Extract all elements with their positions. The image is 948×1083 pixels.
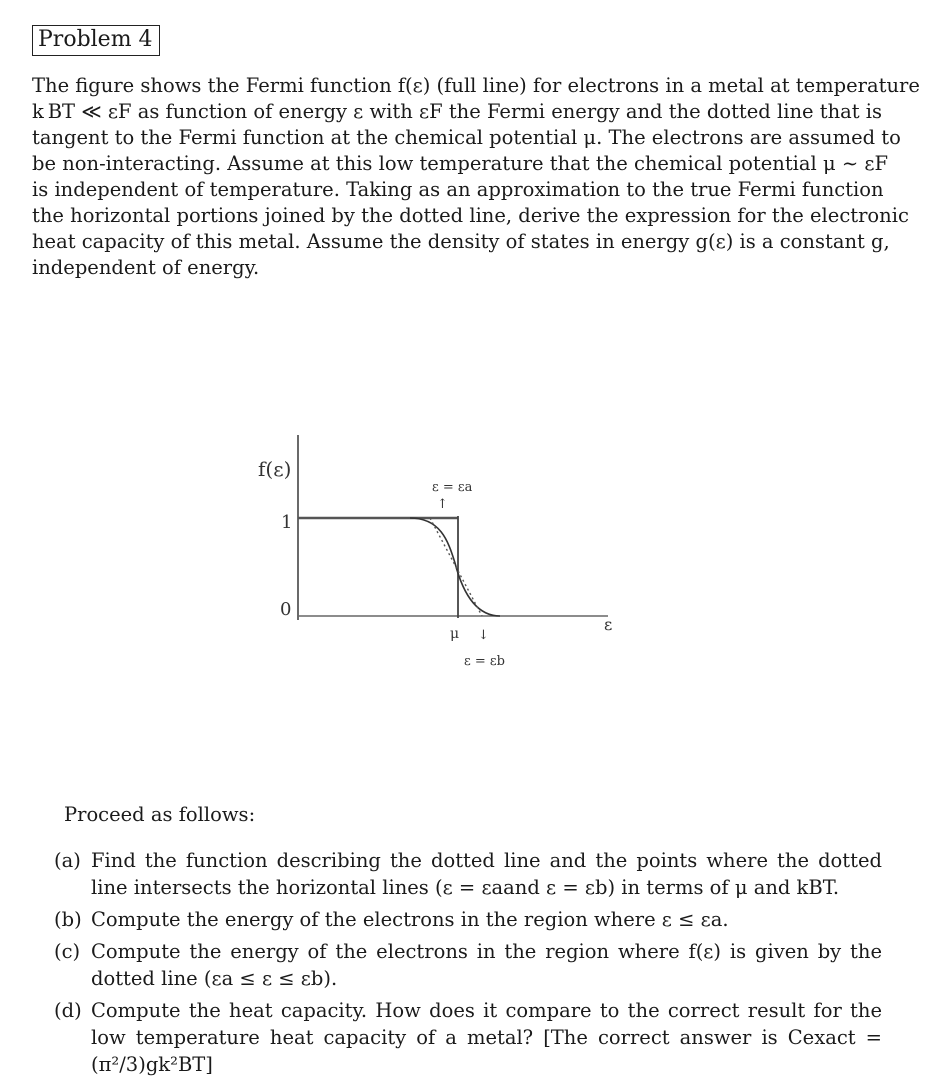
statement-line: independent of energy. bbox=[32, 256, 260, 279]
x-axis-label: ε bbox=[604, 615, 613, 634]
statement-line: is independent of temperature. Taking as an approximation to the true Fermi function bbox=[32, 178, 884, 201]
part-b bbox=[54, 906, 882, 933]
statement-line: be non-interacting. Assume at this low temperature that the chemical potential μ ∼ εF bbox=[32, 152, 889, 175]
problem-statement bbox=[32, 73, 920, 281]
parts-list bbox=[54, 847, 882, 1083]
part-label: (c) bbox=[54, 940, 81, 963]
statement-line: The figure shows the Fermi function f(ε) (full line) for electrons in a metal at temperature bbox=[32, 74, 920, 97]
statement-line: k BT ≪ εF as function of energy ε with εF the Fermi energy and the dotted line that is bbox=[32, 100, 883, 123]
problem-title: Problem 4 bbox=[32, 25, 160, 56]
energy-b-label: ε = εb bbox=[464, 654, 505, 669]
y-tick-zero: 0 bbox=[280, 599, 292, 620]
statement-line: heat capacity of this metal. Assume the density of states in energy g(ε) is a constant g, bbox=[32, 230, 890, 253]
fermi-curve bbox=[410, 518, 500, 616]
y-axis-label: f(ε) bbox=[258, 457, 292, 481]
proceed-heading: Proceed as follows: bbox=[64, 803, 256, 826]
energy-a-label: ε = εa bbox=[432, 480, 473, 495]
part-text: Compute the energy of the electrons in the region where f(ε) is given by the dotted line (εa ≤ ε ≤ εb). bbox=[91, 940, 882, 990]
statement-line: tangent to the Fermi function at the chemical potential μ. The electrons are assumed to bbox=[32, 126, 901, 149]
dotted-tangent-line bbox=[430, 518, 482, 616]
part-text: Compute the heat capacity. How does it compare to the correct result for the low temperature heat capacity of a metal? [The correct answer is Cexact = (π²/3)gk²BT] bbox=[91, 999, 882, 1076]
statement-line: the horizontal portions joined by the dotted line, derive the expression for the electronic bbox=[32, 204, 909, 227]
part-text: Find the function describing the dotted line and the points where the dotted line intersects the horizontal lines (ε = εaand ε = εb) in terms of μ and kBT. bbox=[91, 849, 882, 899]
arrow-down-icon: ↓ bbox=[478, 628, 489, 643]
part-label: (d) bbox=[54, 999, 82, 1022]
fermi-function-figure bbox=[250, 430, 630, 680]
arrow-up-icon: ↑ bbox=[437, 497, 448, 512]
part-a bbox=[54, 847, 882, 901]
part-text: Compute the energy of the electrons in the region where ε ≤ εa. bbox=[91, 908, 729, 931]
part-c bbox=[54, 938, 882, 992]
part-label: (a) bbox=[54, 849, 81, 872]
y-tick-one: 1 bbox=[281, 512, 293, 533]
part-d bbox=[54, 997, 882, 1078]
mu-label: μ bbox=[450, 626, 460, 642]
part-label: (b) bbox=[54, 908, 82, 931]
